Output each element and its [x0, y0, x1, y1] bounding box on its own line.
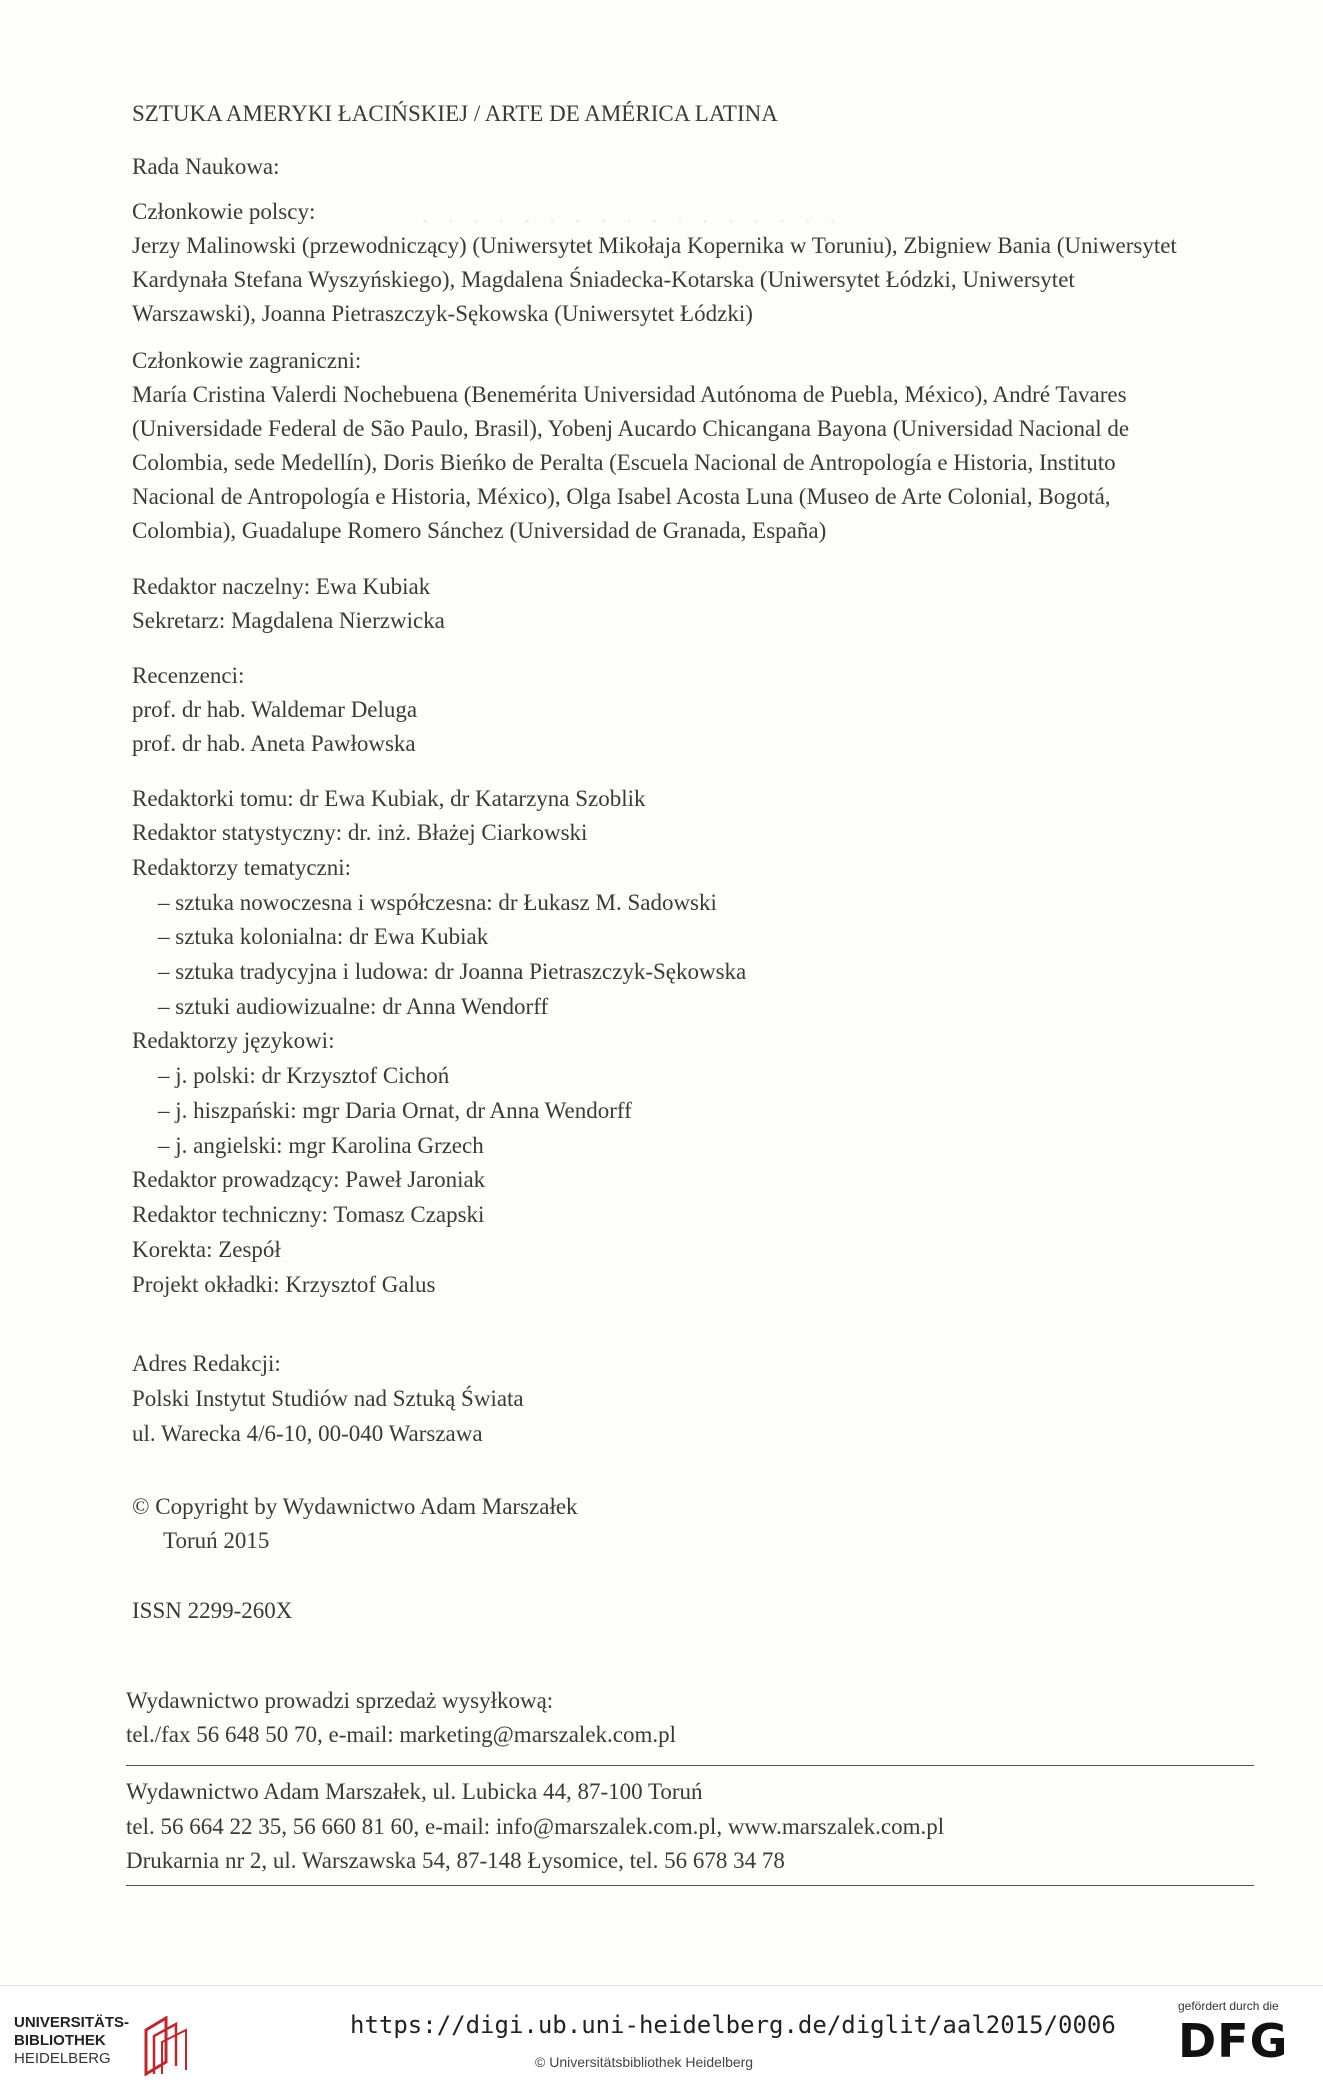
journal-header: SZTUKA AMERYKI ŁACIŃSKIEJ / ARTE DE AMÉRICA LATINA: [132, 101, 778, 126]
address-line: ul. Warecka 4/6-10, 00-040 Warszawa: [132, 1421, 483, 1446]
volume-editors: Redaktorki tomu: dr Ewa Kubiak, dr Katarzyna Szoblik: [132, 786, 646, 811]
board-title: Rada Naukowa:: [132, 154, 280, 179]
language-editors-label: Redaktorzy językowi:: [132, 1028, 335, 1053]
proofreading: Korekta: Zespół: [132, 1237, 281, 1262]
language-editor-item: – j. hiszpański: mgr Daria Ornat, dr Anna Wendorff: [158, 1098, 632, 1123]
reviewer-1: prof. dr hab. Waldemar Deluga: [132, 697, 418, 722]
sales-contact: tel./fax 56 648 50 70, e-mail: marketing@marszalek.com.pl: [126, 1722, 677, 1747]
publisher-contact: tel. 56 664 22 35, 56 660 81 60, e-mail: info@marszalek.com.pl, www.marszalek.com.pl: [126, 1814, 945, 1839]
address-line: Polski Instytut Studiów nad Sztuką Świata: [132, 1386, 524, 1411]
viewer-footer: [0, 1985, 1323, 2087]
separator-line: [126, 1765, 1254, 1766]
printing-house: Drukarnia nr 2, ul. Warszawska 54, 87-148 Łysomice, tel. 56 678 34 78: [126, 1848, 785, 1873]
library-name-line: BIBLIOTHEK: [14, 2032, 106, 2049]
separator-line: [126, 1885, 1254, 1886]
thematic-editors-label: Redaktorzy tematyczni:: [132, 855, 352, 880]
library-logo[interactable]: [14, 2014, 204, 2078]
issn: ISSN 2299-260X: [132, 1598, 293, 1623]
reviewer-2: prof. dr hab. Aneta Pawłowska: [132, 731, 416, 756]
copyright-line: © Copyright by Wydawnictwo Adam Marszałek: [132, 1494, 578, 1519]
polish-members-text: Jerzy Malinowski (przewodniczący) (Uniwersytet Mikołaja Kopernika w Toruniu), Zbigniew Bania (Uniwersytet Kardynała Stefana Wyszyńskiego), Magdalena Śniadecka-Kotarska (Uniwersytet Łódzki, Uniwersytet Warszawski), Joanna Pietraszczyk-Sękowska (Uniwersytet Łódzki): [132, 233, 1177, 326]
language-editor-item: – j. polski: dr Krzysztof Cichoń: [158, 1063, 450, 1088]
permalink-url[interactable]: https://digi.ub.uni-heidelberg.de/diglit/aal2015/0006: [350, 2011, 1116, 2039]
library-emblem-icon: [136, 2016, 194, 2076]
thematic-editor-item: – sztuka kolonialna: dr Ewa Kubiak: [158, 924, 489, 949]
thematic-editor-item: – sztuka tradycyjna i ludowa: dr Joanna Pietraszczyk-Sękowska: [158, 959, 747, 984]
cover-design: Projekt okładki: Krzysztof Galus: [132, 1272, 436, 1297]
thematic-editor-item: – sztuki audiowizualne: dr Anna Wendorff: [158, 994, 549, 1019]
statistical-editor: Redaktor statystyczny: dr. inż. Błażej Ciarkowski: [132, 820, 588, 845]
managing-editor: Redaktor prowadzący: Paweł Jaroniak: [132, 1167, 486, 1192]
show-through-text: · · · · · · · · · · · · · · · · ·: [420, 205, 842, 238]
publisher-line: Wydawnictwo Adam Marszałek, ul. Lubicka 44, 87-100 Toruń: [126, 1779, 703, 1804]
copyright-place-year: Toruń 2015: [163, 1528, 270, 1553]
language-editor-item: – j. angielski: mgr Karolina Grzech: [158, 1133, 484, 1158]
funding-label: gefördert durch die: [1178, 1999, 1279, 2013]
library-name-line: UNIVERSITÄTS-: [14, 2014, 130, 2031]
dfg-logo[interactable]: DFG: [1178, 2014, 1289, 2068]
technical-editor: Redaktor techniczny: Tomasz Czapski: [132, 1202, 485, 1227]
foreign-members-label: Członkowie zagraniczni:: [132, 348, 362, 373]
library-name: [14, 2014, 129, 2068]
library-copyright: © Universitätsbibliothek Heidelberg: [535, 2054, 754, 2070]
polish-members-label: Członkowie polscy:: [132, 199, 316, 224]
foreign-members-text: María Cristina Valerdi Nochebuena (Benemérita Universidad Autónoma de Puebla, México), André Tavares (Universidade Federal de São Paulo, Brasil), Yobenj Aucardo Chicangana Bayona (Universidad Nacional de Colombia, sede Medellín), Doris Bieńko de Peralta (Escuela Nacional de Antropología e Historia, Instituto Nacional de Antropología e Historia, México), Olga Isabel Acosta Luna (Museo de Arte Colonial, Bogotá, Colombia), Guadalupe Romero Sánchez (Universidad de Granada, España): [132, 382, 1130, 543]
chief-editor: Redaktor naczelny: Ewa Kubiak: [132, 574, 431, 599]
reviewers-label: Recenzenci:: [132, 663, 245, 688]
library-name-line: HEIDELBERG: [14, 2050, 111, 2067]
secretary: Sekretarz: Magdalena Nierzwicka: [132, 608, 445, 633]
address-label: Adres Redakcji:: [132, 1351, 281, 1376]
thematic-editor-item: – sztuka nowoczesna i współczesna: dr Łukasz M. Sadowski: [158, 890, 717, 915]
sales-line: Wydawnictwo prowadzi sprzedaż wysyłkową:: [126, 1688, 554, 1713]
